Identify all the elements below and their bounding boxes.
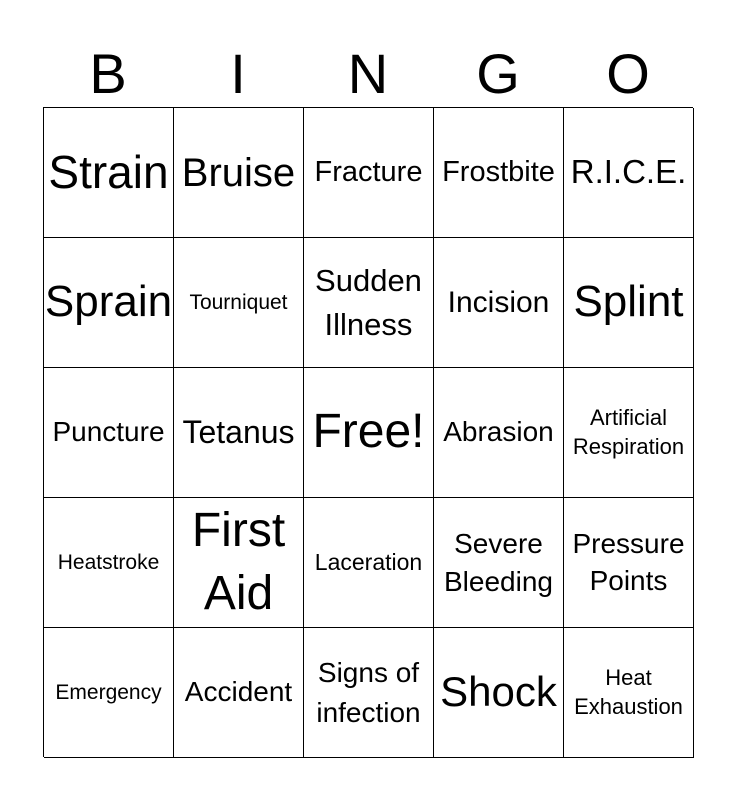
- bingo-cell-label: Bruise: [181, 150, 296, 195]
- header-letter-n: N: [347, 42, 389, 105]
- bingo-cell[interactable]: [564, 628, 694, 758]
- bingo-cell[interactable]: [564, 238, 694, 368]
- bingo-header: [43, 40, 693, 108]
- bingo-cell[interactable]: [174, 108, 304, 238]
- bingo-cell[interactable]: [44, 108, 174, 238]
- bingo-cell-label: Heatstroke: [57, 550, 160, 574]
- bingo-cell-label: Incision: [447, 286, 550, 319]
- bingo-cell[interactable]: [564, 368, 694, 498]
- bingo-cell-label: Heat Exhaustion: [574, 664, 683, 719]
- bingo-cell[interactable]: [44, 628, 174, 758]
- bingo-cell-label: R.I.C.E.: [570, 153, 687, 191]
- bingo-cell-label: Tourniquet: [189, 290, 288, 314]
- bingo-cell-label: Splint: [573, 277, 684, 327]
- bingo-cell-label: Severe Bleeding: [444, 527, 553, 597]
- bingo-cell-label: Abrasion: [443, 416, 554, 448]
- bingo-cell[interactable]: [304, 238, 434, 368]
- bingo-cell[interactable]: [434, 628, 564, 758]
- bingo-cell[interactable]: [304, 628, 434, 758]
- bingo-cell-label: Sprain: [44, 277, 173, 327]
- bingo-cell-label: Free!: [312, 405, 425, 459]
- bingo-cell[interactable]: [564, 108, 694, 238]
- bingo-cell[interactable]: [304, 108, 434, 238]
- bingo-cell-label: Strain: [48, 146, 169, 199]
- header-letter-g: G: [476, 42, 520, 105]
- bingo-cell-label: Emergency: [55, 680, 162, 704]
- bingo-cell[interactable]: [174, 628, 304, 758]
- bingo-cell[interactable]: [44, 368, 174, 498]
- bingo-cell-label: Frostbite: [442, 155, 555, 188]
- bingo-cell[interactable]: [434, 368, 564, 498]
- bingo-cell-label: Artificial Respiration: [572, 404, 685, 459]
- bingo-cell[interactable]: [434, 238, 564, 368]
- header-letter-i: I: [230, 42, 246, 105]
- bingo-cell-label: Accident: [184, 676, 293, 708]
- bingo-cell[interactable]: [434, 108, 564, 238]
- bingo-cell-label: Sudden Illness: [315, 263, 422, 342]
- header-letter-b: B: [89, 42, 127, 105]
- bingo-cell-label: Shock: [440, 668, 557, 716]
- bingo-cell-label: Puncture: [52, 416, 165, 448]
- bingo-cell[interactable]: [304, 498, 434, 628]
- bingo-cell-label: Tetanus: [182, 413, 295, 450]
- bingo-cell[interactable]: [564, 498, 694, 628]
- bingo-cell-label: Laceration: [314, 548, 423, 575]
- bingo-cell[interactable]: [174, 498, 304, 628]
- bingo-cell[interactable]: [434, 498, 564, 628]
- header-letter-o: O: [606, 42, 650, 105]
- bingo-cell-label: Pressure Points: [572, 528, 685, 596]
- bingo-cell[interactable]: [174, 368, 304, 498]
- bingo-cell[interactable]: [174, 238, 304, 368]
- bingo-cell[interactable]: [44, 238, 174, 368]
- bingo-cell-label: First Aid: [191, 504, 286, 620]
- free-space-cell[interactable]: [304, 368, 434, 498]
- bingo-cell-label: Fracture: [314, 155, 423, 188]
- bingo-cell-label: Signs of infection: [316, 657, 421, 728]
- bingo-card-grid: [43, 107, 693, 757]
- bingo-cell[interactable]: [44, 498, 174, 628]
